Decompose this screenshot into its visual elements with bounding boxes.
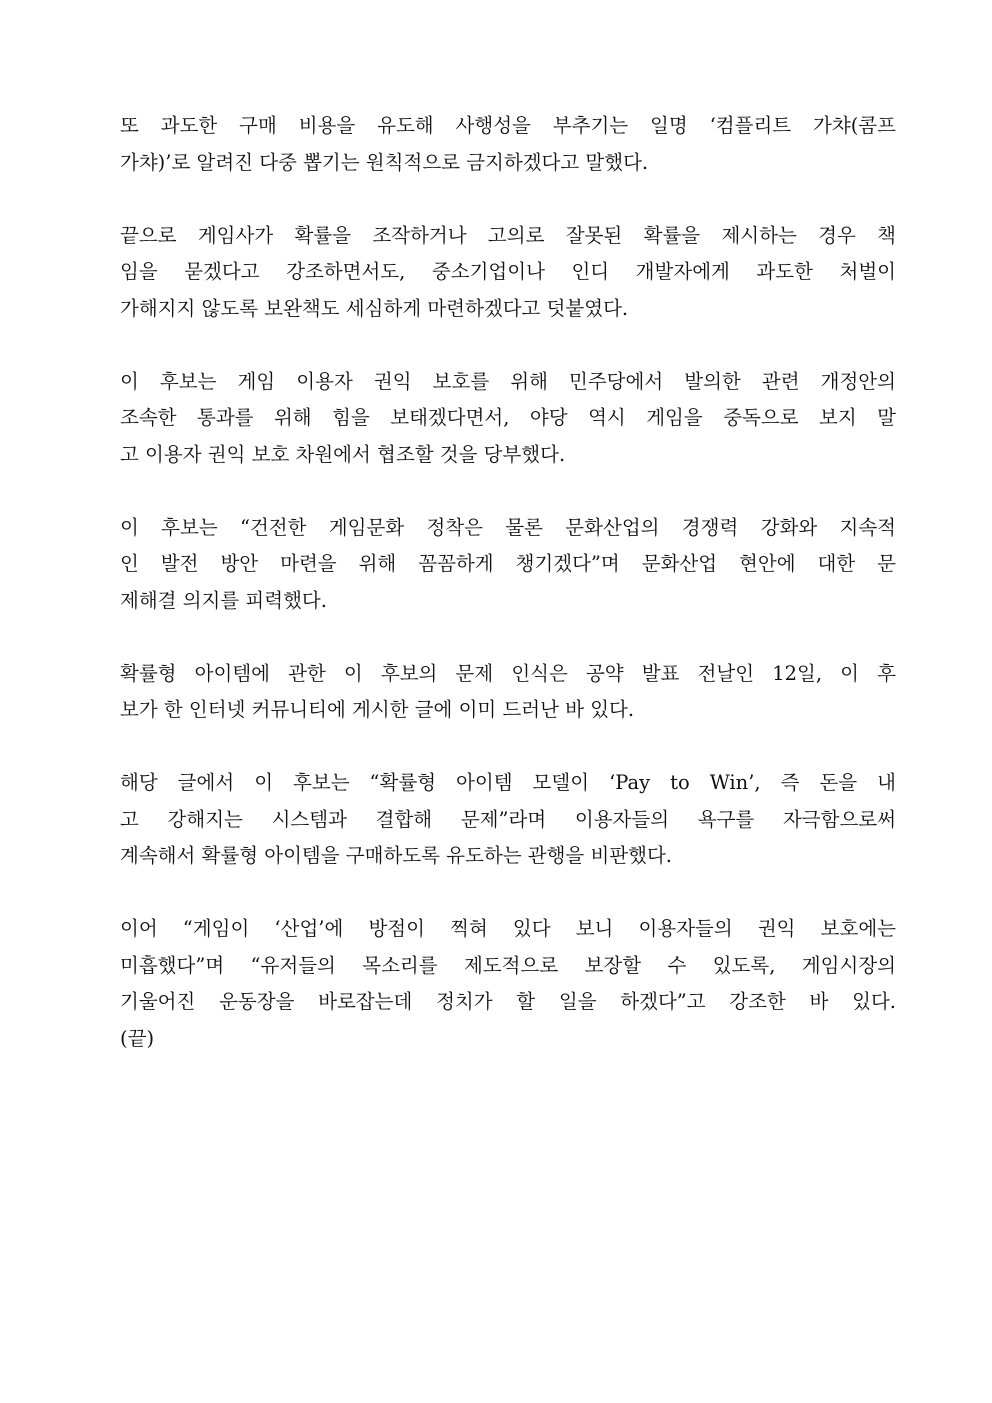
end-mark: (끝) (120, 1026, 155, 1050)
paragraph-problem-awareness (120, 656, 896, 729)
text-line: 제해결 의지를 피력했다. (120, 588, 327, 612)
document-body (120, 108, 896, 1094)
text-line: 이 후보는 “건전한 게임문화 정착은 물론 문화산업의 경쟁력 강화와 지속적 (120, 515, 896, 539)
paragraph-responsibility (120, 218, 896, 328)
text-line: 이어 “게임이 ‘산업’에 방점이 찍혀 있다 보니 이용자들의 권익 보호에는 (120, 917, 896, 940)
text-line: 해당 글에서 이 후보는 “확률형 아이템 모델이 ‘Pay to Win’, 즉 돈을 내 (120, 771, 896, 794)
text-line: 끝으로 게임사가 확률을 조작하거나 고의로 잘못된 확률을 제시하는 경우 책 (120, 223, 896, 247)
text-line: 이 후보는 게임 이용자 권익 보호를 위해 민주당에서 발의한 관련 개정안의 (120, 369, 896, 393)
text-line: 인 발전 방안 마련을 위해 꼼꼼하게 챙기겠다”며 문화산업 현안에 대한 문 (120, 552, 896, 575)
text-line: 고 이용자 권익 보호 차원에서 협조할 것을 당부했다. (120, 442, 566, 466)
text-line: 가해지지 않도록 보완책도 세심하게 마련하겠다고 덧붙였다. (120, 296, 629, 320)
text-line: 조속한 통과를 위해 힘을 보태겠다면서, 야당 역시 게임을 중독으로 보지 말 (120, 406, 896, 429)
text-line: 계속해서 확률형 아이템을 구매하도록 유도하는 관행을 비판했다. (120, 844, 672, 867)
text-line: 확률형 아이템에 관한 이 후보의 문제 인식은 공약 발표 전날인 12일, 이 후 (120, 661, 896, 685)
text-line: 또 과도한 구매 비용을 유도해 사행성을 부추기는 일명 ‘컴플리트 가챠(콤프 (120, 114, 896, 137)
paragraph-pay-to-win (120, 765, 896, 875)
paragraph-amendment (120, 364, 896, 474)
paragraph-closing-quote (120, 911, 896, 1057)
text-line: 고 강해지는 시스템과 결합해 문제”라며 이용자들의 욕구를 자극함으로써 (120, 807, 896, 831)
text-line: 가챠)’로 알려진 다중 뽑기는 원칙적으로 금지하겠다고 말했다. (120, 150, 649, 174)
text-line: 보가 한 인터넷 커뮤니티에 게시한 글에 이미 드러난 바 있다. (120, 698, 635, 721)
paragraph-game-culture (120, 510, 896, 620)
paragraph-compgacha-ban (120, 108, 896, 181)
text-line: 임을 묻겠다고 강조하면서도, 중소기업이나 인디 개발자에게 과도한 처벌이 (120, 260, 896, 283)
text-line: 기울어진 운동장을 바로잡는데 정치가 할 일을 하겠다”고 강조한 바 있다. (120, 990, 896, 1013)
text-line: 미흡했다”며 “유저들의 목소리를 제도적으로 보장할 수 있도록, 게임시장의 (120, 953, 896, 977)
